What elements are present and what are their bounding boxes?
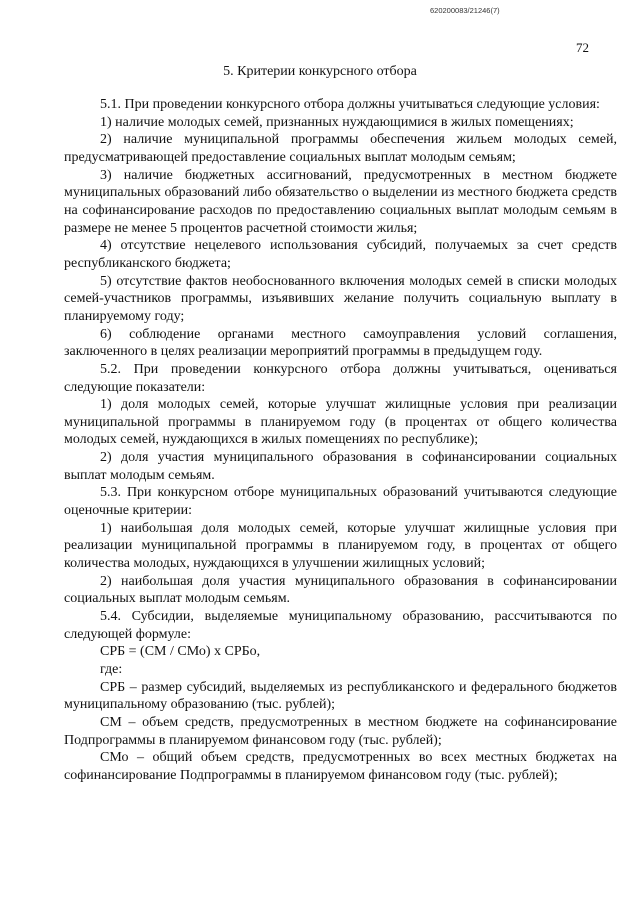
paragraph-5-3: 5.3. При конкурсном отборе муниципальных образований учитываются следующие оценочные критерии: <box>64 485 617 519</box>
list-item: 4) отсутствие нецелевого использования субсидий, получаемых за счет средств республиканского бюджета; <box>64 238 617 271</box>
section-title: 5. Критерии конкурсного отбора <box>223 64 417 79</box>
list-item: 6) соблюдение органами местного самоуправления условий соглашения, заключенного в целях реализации мероприятий программы в предыдущем году. <box>64 326 617 360</box>
formula: СРБ = (СМ / СМо) х СРБо, <box>100 644 261 660</box>
paragraph-5-4: 5.4. Субсидии, выделяемые муниципальному образованию, рассчитываются по следующей формуле: <box>64 609 617 642</box>
document-body <box>64 96 617 785</box>
list-item: 2) наличие муниципальной программы обеспечения жильем молодых семей, предусматривающей предоставление социальных выплат молодым семьям; <box>64 132 617 165</box>
document-code: 620200083/21246(7) <box>430 6 500 15</box>
list-item: 2) доля участия муниципального образования в софинансировании социальных выплат молодым семьям. <box>64 450 617 483</box>
list-item: 5) отсутствие фактов необоснованного включения молодых семей в списки молодых семей-участников программы, изъявивших желание получить социальную выплату в планируемому году; <box>64 273 617 324</box>
list-item: 1) наибольшая доля молодых семей, которые улучшат жилищные условия при реализации муниципальной программы в планируемом году, в процентах от общего количества молодых, нуждающихся в улучшении жилищных условий; <box>64 520 617 572</box>
formula-where: где: <box>100 662 123 677</box>
list-item: 1) наличие молодых семей, признанных нуждающимися в жилых помещениях; <box>100 114 574 130</box>
page-number: 72 <box>576 40 589 55</box>
definition-sm: СМ – объем средств, предусмотренных в местном бюджете на софинансирование Подпрограммы в планируемом финансовом году (тыс. рублей); <box>64 714 617 748</box>
paragraph-5-2: 5.2. При проведении конкурсного отбора должны учитываться, оцениваться следующие показатели: <box>64 361 617 395</box>
list-item: 1) доля молодых семей, которые улучшат жилищные условия при реализации муниципальной программы в планируемом году (в процентах от общего количества молодых семей, нуждающихся в жилых помещениях по республике); <box>64 397 617 448</box>
list-item: 3) наличие бюджетных ассигнований, предусмотренных в местном бюджете муниципальных образований либо обязательство о выделении из местного бюджета средств на софинансирование расходов по предоставлению социальных выплат молодым семьям в размере не менее 5 процентов расчетной стоимости жилья; <box>64 167 617 236</box>
list-item: 2) наибольшая доля участия муниципального образования в софинансировании социальных выплат молодым семьям. <box>64 573 617 607</box>
paragraph-5-1: 5.1. При проведении конкурсного отбора должны учитываться следующие условия: <box>100 97 600 112</box>
definition-smo: СМо – общий объем средств, предусмотренных во всех местных бюджетах на софинансирование Подпрограммы в планируемом финансовом году (тыс. рублей); <box>64 750 617 783</box>
definition-srb: СРБ – размер субсидий, выделяемых из республиканского и федерального бюджетов муниципальному образованию (тыс. рублей); <box>64 679 617 713</box>
